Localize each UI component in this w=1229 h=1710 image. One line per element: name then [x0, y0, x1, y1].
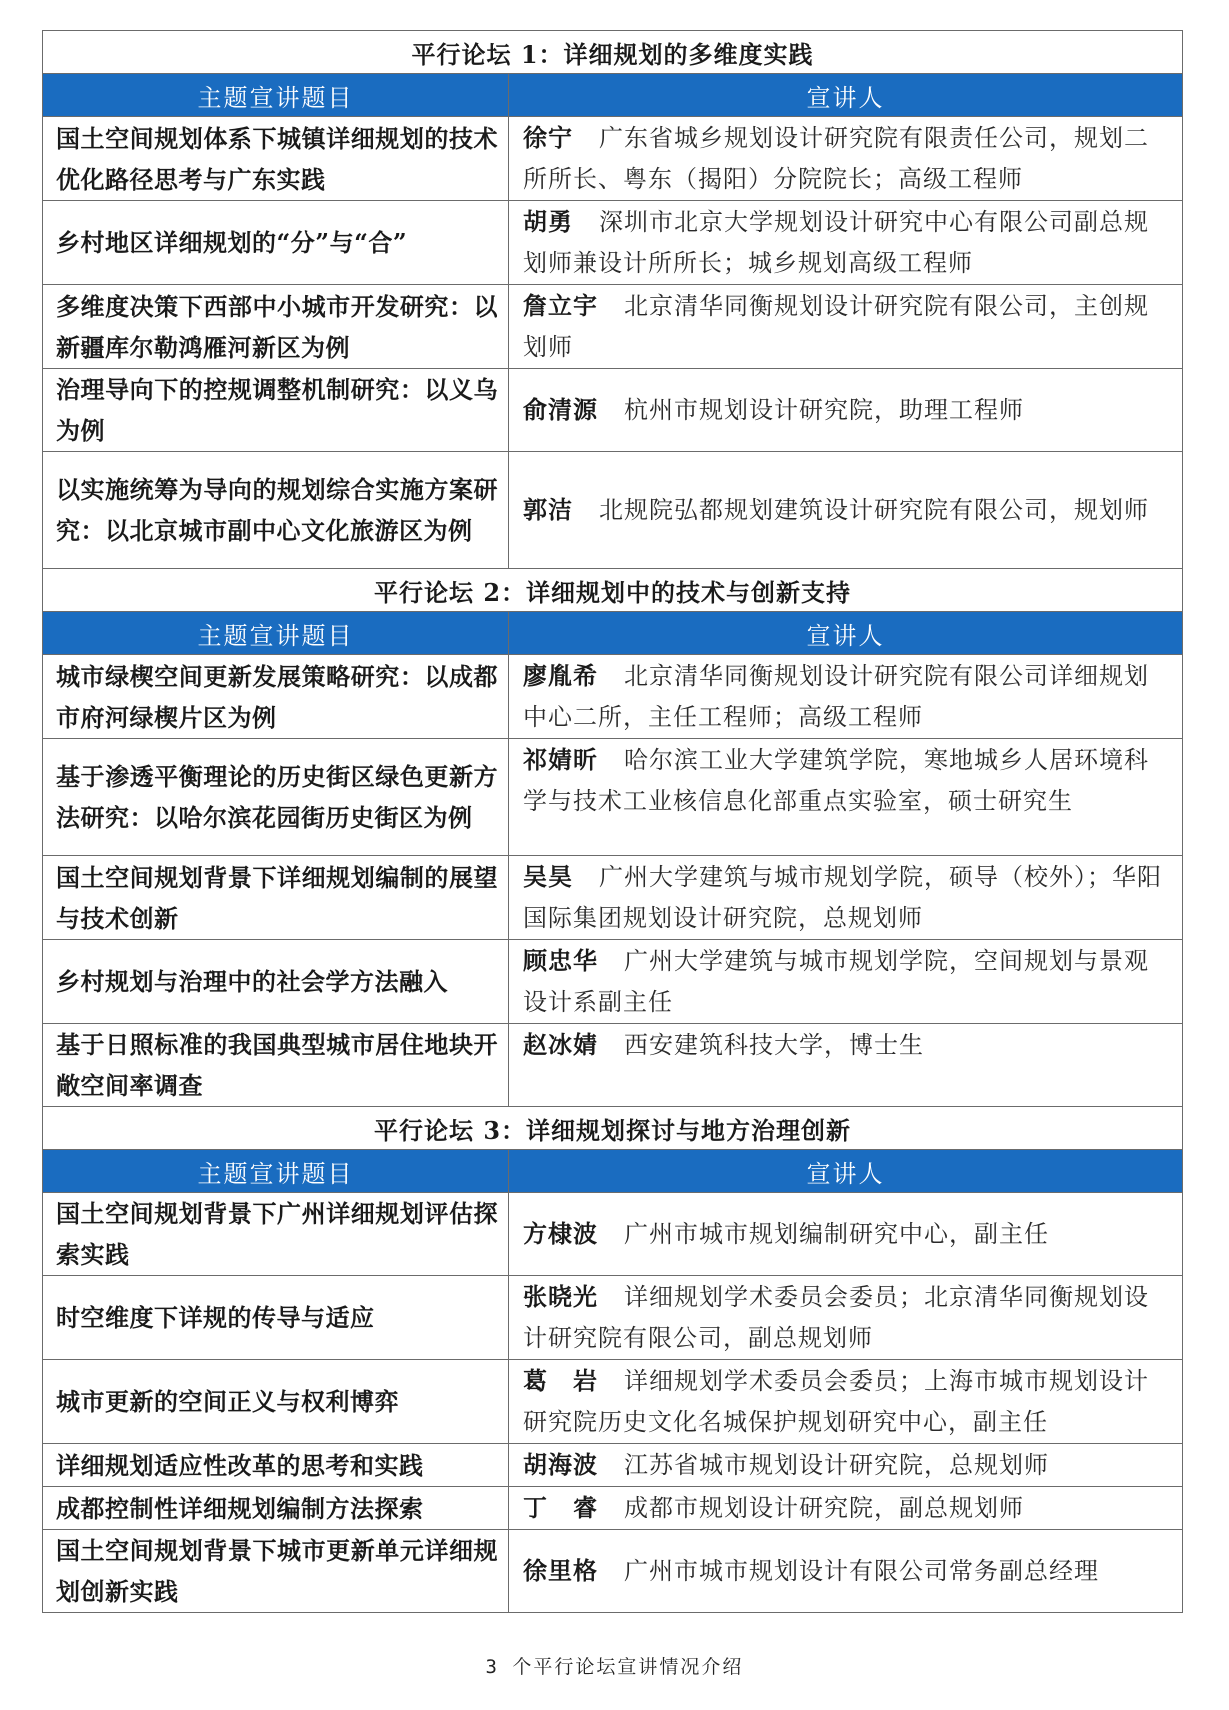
topic-cell: 以实施统筹为导向的规划综合实施方案研究：以北京城市副中心文化旅游区为例 — [43, 452, 509, 569]
speaker-name: 祁婧昕 — [523, 745, 598, 774]
speaker-desc: 江苏省城市规划设计研究院，总规划师 — [624, 1451, 1049, 1479]
speaker-cell — [509, 452, 1183, 569]
speaker-name: 丁 睿 — [523, 1493, 598, 1522]
topic-cell: 详细规划适应性改革的思考和实践 — [43, 1444, 509, 1487]
table-row — [43, 1530, 1183, 1613]
table-header-row — [43, 612, 1183, 655]
speaker-cell — [509, 655, 1183, 739]
column-header-speaker: 宣讲人 — [509, 74, 1183, 117]
forum-table — [42, 30, 1183, 1613]
speaker-name: 徐里格 — [523, 1556, 598, 1585]
table-row — [43, 201, 1183, 285]
speaker-desc: 深圳市北京大学规划设计研究中心有限公司副总规划师兼设计所所长；城乡规划高级工程师 — [523, 208, 1149, 277]
column-header-topic: 主题宣讲题目 — [43, 74, 509, 117]
topic-cell: 国土空间规划背景下广州详细规划评估探索实践 — [43, 1193, 509, 1276]
table-row — [43, 369, 1183, 452]
forum-table-container — [42, 30, 1182, 1613]
column-header-speaker: 宣讲人 — [509, 612, 1183, 655]
speaker-name: 胡勇 — [523, 207, 573, 236]
column-header-topic: 主题宣讲题目 — [43, 1150, 509, 1193]
table-row — [43, 452, 1183, 569]
speaker-name: 廖胤希 — [523, 661, 598, 690]
speaker-name: 俞清源 — [523, 395, 598, 424]
forum-title-row — [43, 31, 1183, 74]
speaker-cell — [509, 1024, 1183, 1107]
speaker-desc: 成都市规划设计研究院，副总规划师 — [624, 1494, 1024, 1522]
table-row — [43, 856, 1183, 940]
speaker-desc: 北京清华同衡规划设计研究院有限公司，主创规划师 — [523, 292, 1149, 361]
speaker-cell — [509, 369, 1183, 452]
column-header-speaker: 宣讲人 — [509, 1150, 1183, 1193]
topic-cell: 基于渗透平衡理论的历史街区绿色更新方法研究：以哈尔滨花园街历史街区为例 — [43, 739, 509, 856]
speaker-cell — [509, 1487, 1183, 1530]
forum-title: 平行论坛 3：详细规划探讨与地方治理创新 — [43, 1107, 1183, 1150]
speaker-cell — [509, 117, 1183, 201]
speaker-cell — [509, 739, 1183, 856]
speaker-desc: 西安建筑科技大学，博士生 — [624, 1031, 924, 1059]
table-caption: 3 个平行论坛宣讲情况介绍 — [485, 1656, 744, 1678]
speaker-name: 郭洁 — [523, 495, 573, 524]
speaker-desc: 广东省城乡规划设计研究院有限责任公司，规划二所所长、粤东（揭阳）分院院长；高级工程师 — [523, 124, 1149, 193]
topic-cell: 国土空间规划体系下城镇详细规划的技术优化路径思考与广东实践 — [43, 117, 509, 201]
table-row — [43, 1276, 1183, 1360]
table-row — [43, 1487, 1183, 1530]
topic-cell: 治理导向下的控规调整机制研究：以义乌为例 — [43, 369, 509, 452]
topic-cell: 国土空间规划背景下详细规划编制的展望与技术创新 — [43, 856, 509, 940]
topic-cell: 基于日照标准的我国典型城市居住地块开敞空间率调查 — [43, 1024, 509, 1107]
speaker-name: 方棣波 — [523, 1219, 598, 1248]
speaker-name: 葛 岩 — [523, 1366, 598, 1395]
speaker-name: 张晓光 — [523, 1282, 598, 1311]
table-row — [43, 285, 1183, 369]
topic-cell: 乡村地区详细规划的“分”与“合” — [43, 201, 509, 285]
table-row — [43, 1193, 1183, 1276]
speaker-desc: 广州市城市规划编制研究中心，副主任 — [624, 1220, 1049, 1248]
speaker-name: 顾忠华 — [523, 946, 598, 975]
table-row — [43, 1360, 1183, 1444]
topic-cell: 时空维度下详规的传导与适应 — [43, 1276, 509, 1360]
speaker-cell — [509, 285, 1183, 369]
speaker-desc: 哈尔滨工业大学建筑学院，寒地城乡人居环境科学与技术工业核信息化部重点实验室，硕士研究生 — [523, 746, 1149, 815]
table-row — [43, 1024, 1183, 1107]
topic-cell: 城市更新的空间正义与权利博弈 — [43, 1360, 509, 1444]
topic-cell: 国土空间规划背景下城市更新单元详细规划创新实践 — [43, 1530, 509, 1613]
topic-cell: 乡村规划与治理中的社会学方法融入 — [43, 940, 509, 1024]
table-header-row — [43, 74, 1183, 117]
forum-title: 平行论坛 2：详细规划中的技术与创新支持 — [43, 569, 1183, 612]
speaker-cell — [509, 1444, 1183, 1487]
speaker-cell — [509, 1530, 1183, 1613]
table-header-row — [43, 1150, 1183, 1193]
speaker-desc: 详细规划学术委员会委员；北京清华同衡规划设计研究院有限公司，副总规划师 — [523, 1283, 1149, 1352]
forum-title-row — [43, 1107, 1183, 1150]
speaker-desc: 广州大学建筑与城市规划学院，空间规划与景观设计系副主任 — [523, 947, 1149, 1016]
speaker-desc: 北京清华同衡规划设计研究院有限公司详细规划中心二所，主任工程师；高级工程师 — [523, 662, 1149, 731]
table-row — [43, 655, 1183, 739]
speaker-name: 赵冰婧 — [523, 1030, 598, 1059]
speaker-name: 詹立宇 — [523, 291, 598, 320]
speaker-name: 吴昊 — [523, 862, 573, 891]
topic-cell: 成都控制性详细规划编制方法探索 — [43, 1487, 509, 1530]
speaker-cell — [509, 201, 1183, 285]
speaker-cell — [509, 856, 1183, 940]
topic-cell: 多维度决策下西部中小城市开发研究：以新疆库尔勒鸿雁河新区为例 — [43, 285, 509, 369]
speaker-cell — [509, 1193, 1183, 1276]
speaker-desc: 广州市城市规划设计有限公司常务副总经理 — [624, 1557, 1099, 1585]
table-row — [43, 1444, 1183, 1487]
column-header-topic: 主题宣讲题目 — [43, 612, 509, 655]
speaker-cell — [509, 1360, 1183, 1444]
speaker-desc: 杭州市规划设计研究院，助理工程师 — [624, 396, 1024, 424]
speaker-name: 胡海波 — [523, 1450, 598, 1479]
table-row — [43, 117, 1183, 201]
speaker-desc: 北规院弘都规划建筑设计研究院有限公司，规划师 — [599, 496, 1149, 524]
speaker-desc: 广州大学建筑与城市规划学院，硕导（校外）；华阳国际集团规划设计研究院，总规划师 — [523, 863, 1162, 932]
speaker-cell — [509, 940, 1183, 1024]
topic-cell: 城市绿楔空间更新发展策略研究：以成都市府河绿楔片区为例 — [43, 655, 509, 739]
speaker-desc: 详细规划学术委员会委员；上海市城市规划设计研究院历史文化名城保护规划研究中心，副主任 — [523, 1367, 1149, 1436]
table-row — [43, 739, 1183, 856]
forum-title-row — [43, 569, 1183, 612]
speaker-name: 徐宁 — [523, 123, 573, 152]
forum-title: 平行论坛 1：详细规划的多维度实践 — [43, 31, 1183, 74]
speaker-cell — [509, 1276, 1183, 1360]
table-row — [43, 940, 1183, 1024]
